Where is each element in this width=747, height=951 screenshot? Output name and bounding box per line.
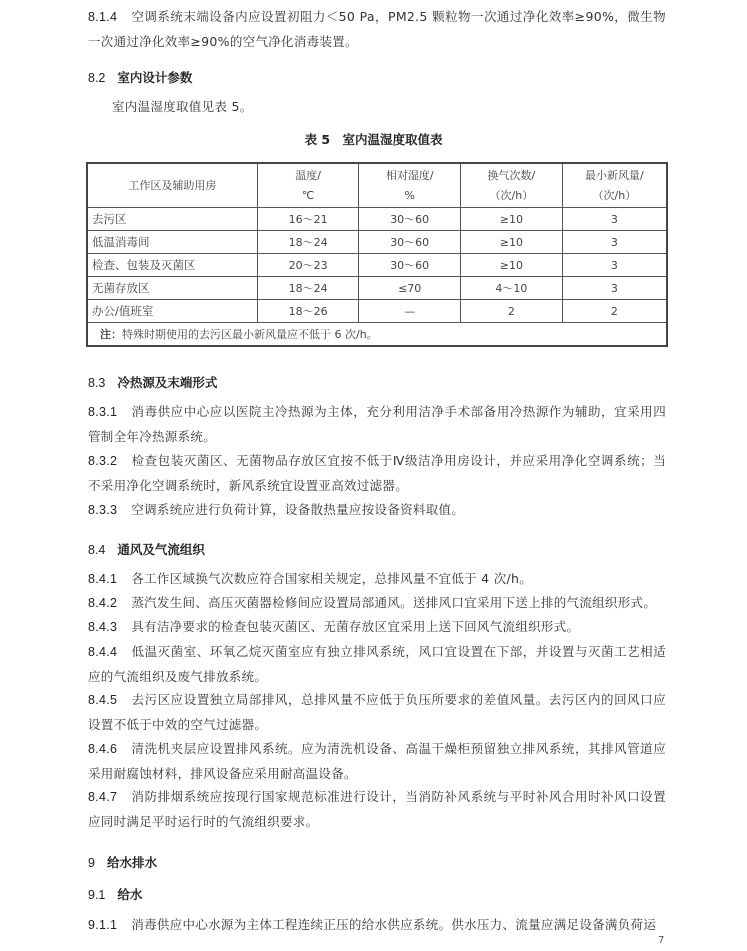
header-cell: 工作区及辅助用房 (87, 163, 257, 208)
clause-8-3-2: 8.3.2 检查包装灭菌区、无菌物品存放区宜按不低于Ⅳ级洁净用房设计，并应采用净化空调系统；当不采用净化空调系统时，新风系统宜设置亚高效过滤器。 (88, 453, 666, 493)
clause-8-4-7: 8.4.7 消防排烟系统应按现行国家规范标准进行设计，当消防补风系统与平时补风合用时补风口设置应同时满足平时运行时的气流组织要求。 (88, 789, 666, 829)
header-cell: 相对湿度/ % (359, 163, 461, 208)
clause-8-4-6: 8.4.6 清洗机夹层应设置排风系统。应为清洗机设备、高温干燥柜预留独立排风系统，其排风管道应采用耐腐蚀材料，排风设备应采用耐高温设备。 (88, 741, 666, 781)
clause-8-4-4: 8.4.4 低温灭菌室、环氧乙烷灭菌室应有独立排风系统，风口宜设置在下部，并设置与灭菌工艺相适应的气流组织及废气排放系统。 (88, 644, 666, 684)
note-label: 注： (100, 328, 122, 341)
clause-8-3-3: 8.3.3 空调系统应进行负荷计算，设备散热量应按设备资料取值。 (88, 502, 465, 517)
clause-8-4-1: 8.4.1 各工作区域换气次数应符合国家相关规定，总排风量不宜低于 4 次/h。 (88, 571, 533, 586)
table-row: 低温消毒间 18～24 30～60 ≥10 3 (87, 231, 667, 254)
note-text: 特殊时期使用的去污区最小新风量应不低于 6 次/h。 (122, 328, 378, 341)
header-cell: 换气次数/ （次/h） (461, 163, 563, 208)
page-number: 7 (658, 935, 665, 946)
table-row: 办公/值班室 18～26 — 2 2 (87, 300, 667, 323)
table-note-row (87, 323, 667, 347)
clause-8-3-1: 8.3.1 消毒供应中心应以医院主冷热源为主体，充分利用洁净手术部备用冷热源作为辅助，宜采用四管制全年冷热源系统。 (88, 404, 666, 444)
chapter-heading-9: 9 给水排水 (88, 855, 157, 870)
table-row: 去污区 16～21 30～60 ≥10 3 (87, 208, 667, 231)
table-row: 无菌存放区 18～24 ≤70 4～10 3 (87, 277, 667, 300)
header-cell: 最小新风量/ （次/h） (562, 163, 667, 208)
clause-8-1-4: 8.1.4 空调系统末端设备内应设置初阻力＜50 Pa，PM2.5 颗粒物一次通过净化效率≥90%，微生物一次通过净化效率≥90%的空气净化消毒装置。 (88, 9, 666, 49)
table-row: 检查、包装及灭菌区 20～23 30～60 ≥10 3 (87, 254, 667, 277)
table-caption: 表 5 室内温湿度取值表 (304, 132, 443, 147)
section-heading-9-1: 9.1 给水 (88, 887, 143, 902)
header-cell: 温度/ ℃ (257, 163, 359, 208)
clause-8-4-3: 8.4.3 具有洁净要求的检查包装灭菌区、无菌存放区宜采用上送下回风气流组织形式。 (88, 619, 580, 634)
temperature-humidity-table (86, 162, 668, 347)
section-heading-8-2: 8.2 室内设计参数 (88, 70, 193, 85)
clause-8-4-5: 8.4.5 去污区应设置独立局部排风，总排风量不应低于负压所要求的差值风量。去污区内的回风口应设置不低于中效的空气过滤器。 (88, 692, 666, 732)
table-header-row (87, 163, 667, 208)
section-heading-8-4: 8.4 通风及气流组织 (88, 542, 205, 557)
clause-9-1-1: 9.1.1 消毒供应中心水源为主体工程连续正压的给水供应系统。供水压力、流量应满足设备满负荷运 (88, 917, 657, 932)
clause-8-4-2: 8.4.2 蒸汽发生间、高压灭菌器检修间应设置局部通风。送排风口宜采用下送上排的气流组织形式。 (88, 595, 657, 610)
intro-text: 室内温湿度取值见表 5。 (112, 99, 253, 114)
section-heading-8-3: 8.3 冷热源及末端形式 (88, 375, 218, 390)
